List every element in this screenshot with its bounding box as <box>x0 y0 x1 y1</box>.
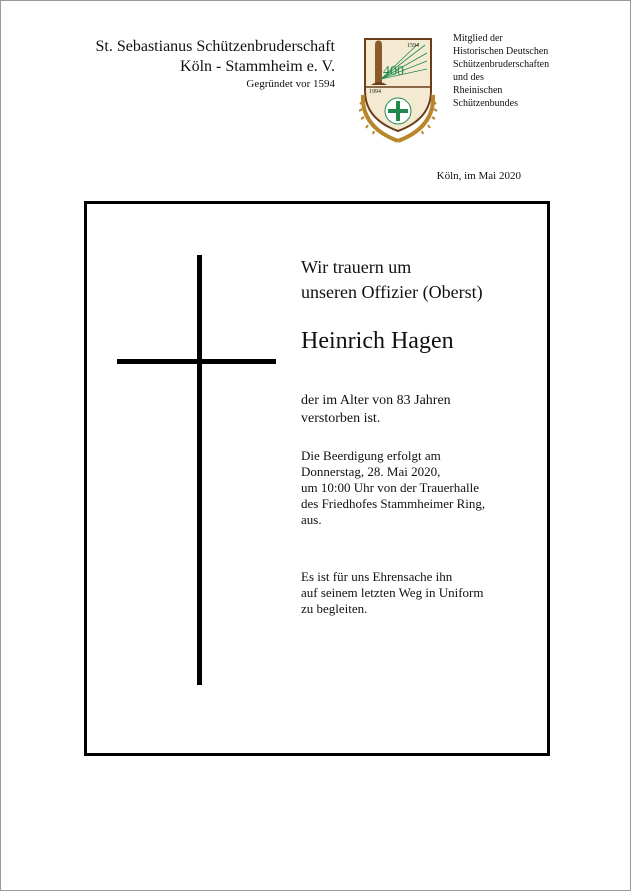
emblem-year-top: 1594 <box>407 43 419 49</box>
deceased-name: Heinrich Hagen <box>301 328 454 354</box>
honor-line: auf seinem letzten Weg in Uniform <box>301 585 484 600</box>
emblem-svg <box>359 35 439 145</box>
founded-note: Gegründet vor 1594 <box>246 78 335 90</box>
membership-line: Schützenbundes <box>453 98 518 109</box>
org-name-line1: St. Sebastianus Schützenbruderschaft <box>95 38 335 55</box>
brotherhood-coat-of-arms-icon <box>359 35 439 145</box>
funeral-line: Donnerstag, 28. Mai 2020, <box>301 464 441 479</box>
honor-line: Es ist für uns Ehrensache ihn <box>301 569 453 584</box>
funeral-text <box>301 448 485 528</box>
cross-icon-crossbar <box>117 359 276 364</box>
funeral-line: Die Beerdigung erfolgt am <box>301 448 441 463</box>
membership-note <box>453 32 593 110</box>
funeral-line: des Friedhofes Stammheimer Ring, <box>301 496 486 511</box>
membership-line: und des <box>453 72 484 83</box>
emblem-number: 400 <box>383 64 404 79</box>
membership-line: Rheinischen <box>453 85 503 96</box>
funeral-line: aus. <box>301 512 322 527</box>
age-line: verstorben ist. <box>301 411 381 426</box>
membership-line: Schützenbruderschaften <box>453 59 550 70</box>
intro-text <box>301 255 483 305</box>
dateline: Köln, im Mai 2020 <box>436 170 521 182</box>
intro-line: unseren Offizier (Oberst) <box>301 282 483 302</box>
org-name-line2: Köln - Stammheim e. V. <box>180 58 335 75</box>
age-text <box>301 392 451 428</box>
membership-line: Mitglied der <box>453 33 503 44</box>
membership-line: Historischen Deutschen <box>453 46 549 57</box>
cross-icon <box>197 255 202 685</box>
funeral-line: um 10:00 Uhr von der Trauerhalle <box>301 480 480 495</box>
age-line: der im Alter von 83 Jahren <box>301 393 451 408</box>
emblem-year-bottom: 1994 <box>369 89 381 95</box>
honor-line: zu begleiten. <box>301 601 368 616</box>
honor-text <box>301 569 483 617</box>
intro-line: Wir trauern um <box>301 257 412 277</box>
